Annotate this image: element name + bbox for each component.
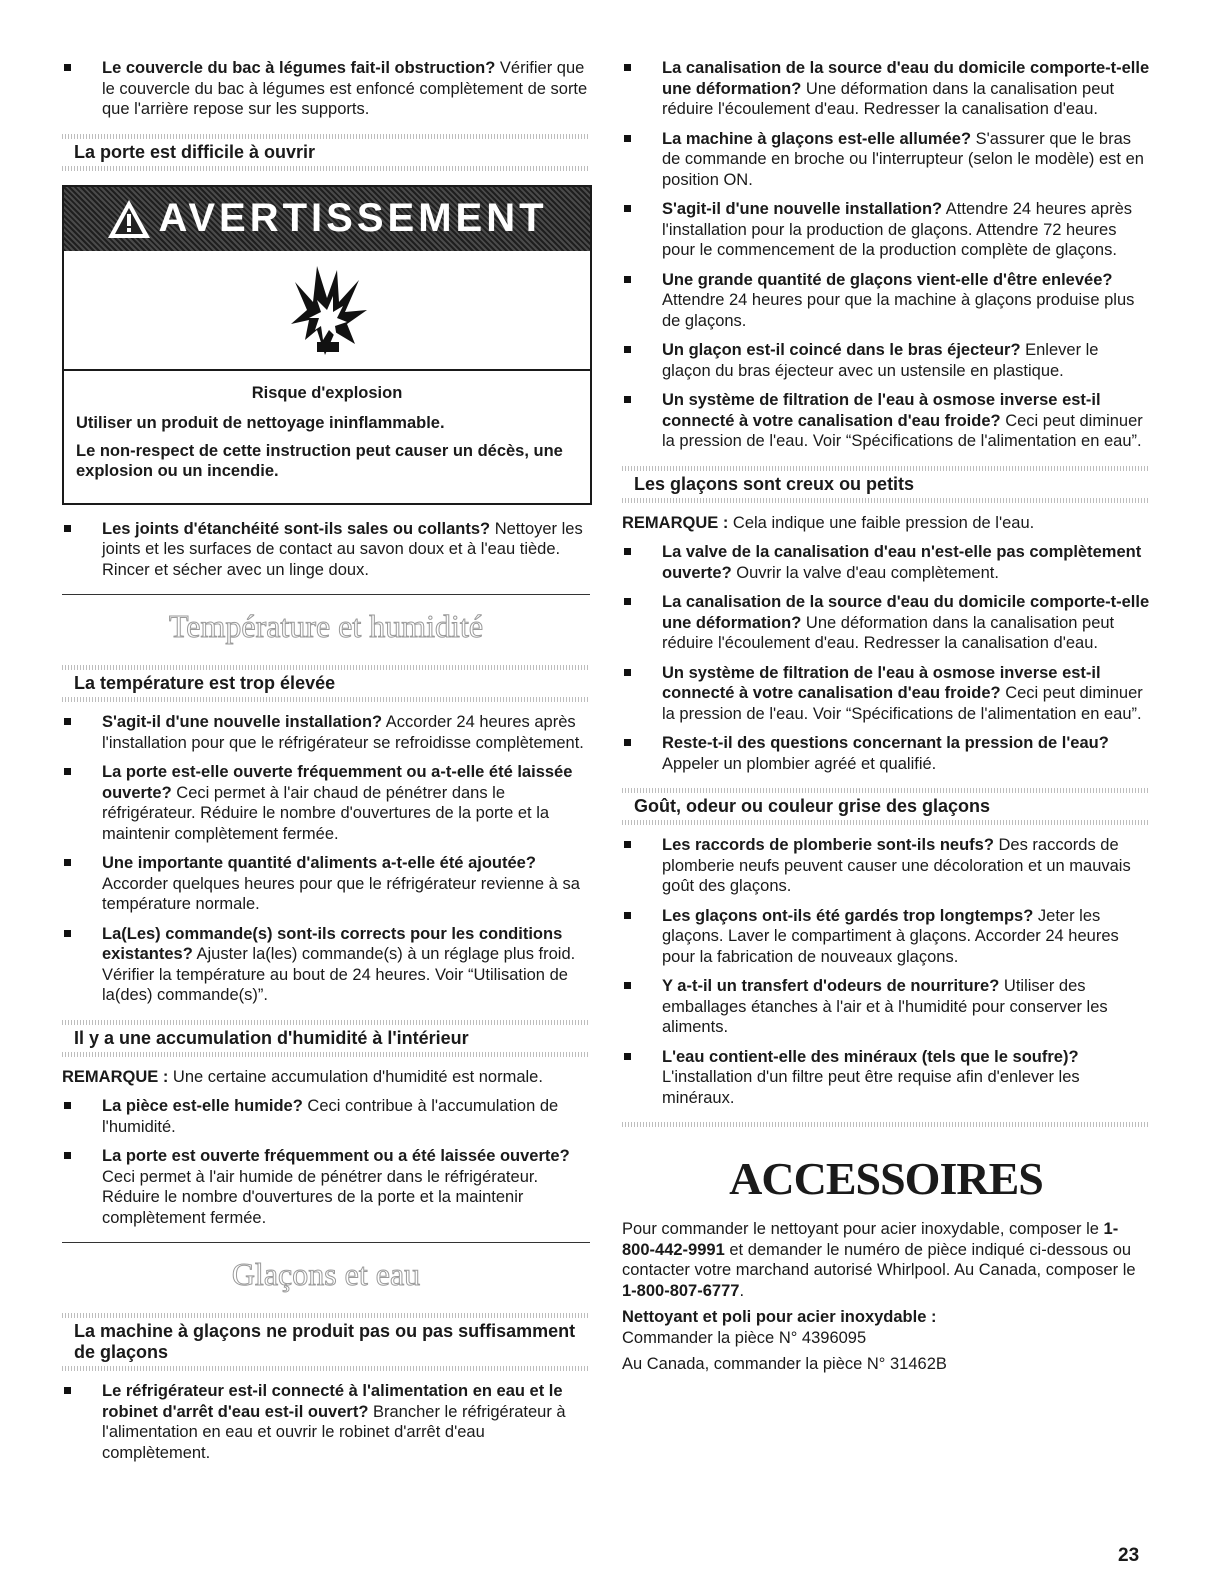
answer-text: Enlever le glaçon du bras éjecteur avec un ustensile en plastique.	[662, 341, 1099, 380]
humidity-note-label: REMARQUE :	[62, 1067, 169, 1086]
question-text: L'eau contient-elle des minéraux (tels que le soufre)?	[662, 1047, 1079, 1066]
explosion-icon-area	[64, 251, 590, 371]
list-item	[622, 976, 1150, 1038]
accessories-title: ACCESSOIRES	[729, 1153, 1043, 1204]
answer-text: Une déformation dans la canalisation peut réduire l'écoulement d'eau. Redresser la canalisation d'eau.	[662, 79, 1115, 118]
warning-banner-text: AVERTISSEMENT	[158, 196, 548, 240]
answer-text: Ceci peut diminuer la pression de l'eau. Voir “Spécifications de l'alimentation en eau”.	[662, 684, 1143, 723]
answer-text: Appeler un plombier agréé et qualifié.	[662, 754, 937, 773]
answer-text: Utiliser des emballages étanches à l'air et à l'humidité pour conserver les aliments.	[662, 977, 1108, 1036]
list-item	[622, 270, 1150, 332]
heading-ice-maker: La machine à glaçons ne produit pas ou pas suffisamment de glaçons	[62, 1313, 590, 1371]
list-item	[622, 906, 1150, 968]
answer-text: Accorder quelques heures pour que le réfrigérateur revienne à sa température normale.	[102, 874, 580, 913]
question-text: Reste-t-il des questions concernant la pression de l'eau?	[662, 734, 1109, 752]
product-name: Nettoyant et poli pour acier inoxydable :	[622, 1308, 937, 1326]
hollow-list	[622, 542, 1150, 774]
question-text: Un système de filtration de l'eau à osmose inverse est-il connecté à votre canalisation d'eau froide?	[662, 663, 1101, 702]
question-text: La porte est-elle ouverte fréquemment ou a-t-elle été laissée ouverte?	[102, 763, 573, 802]
warning-banner	[64, 187, 590, 251]
heading-door-hard-to-open: La porte est difficile à ouvrir	[62, 134, 590, 171]
list-item	[622, 340, 1150, 381]
accessories-intro-2: et demander le numéro de pièce indiqué ci-dessous ou contacter votre marchand autorisé Whirlpool. Au Canada, composer le	[622, 1240, 1136, 1279]
heading-taste-odor: Goût, odeur ou couleur grise des glaçons	[622, 788, 1150, 825]
list-item	[62, 519, 590, 581]
page-number: 23	[1118, 1545, 1140, 1566]
warning-risk: Risque d'explosion	[251, 383, 403, 402]
taste-list	[622, 835, 1150, 1108]
explosion-icon	[277, 260, 377, 360]
list-item	[62, 712, 590, 753]
separator	[622, 1122, 1150, 1127]
answer-text: Nettoyer les joints et les surfaces de contact au savon doux et à l'eau tiède. Rincer et sécher avec un linge doux.	[102, 519, 583, 579]
answer-text: Ajuster la(les) commande(s) à un réglage plus froid. Vérifier la température au bout de 24 heures. Voir “Utilisation de la(des) commande(s)”.	[102, 945, 576, 1004]
section-title-ice: Glaçons et eau	[62, 1242, 590, 1299]
answer-text: Accorder 24 heures après l'installation pour que le réfrigérateur se refroidisse complètement.	[102, 713, 584, 752]
question-text: Un glaçon est-il coincé dans le bras éjecteur?	[662, 341, 1021, 359]
humidity-list	[62, 1096, 590, 1228]
question-text: La canalisation de la source d'eau du domicile comporte-t-elle une déformation?	[662, 593, 1150, 632]
section-title-temperature: Température et humidité	[62, 594, 590, 651]
list-item	[622, 835, 1150, 897]
answer-text: Attendre 24 heures après l'installation pour la production de glaçons. Attendre 72 heures pour le commencement de la production complète de glaçons.	[662, 200, 1133, 259]
hollow-note-label: REMARQUE :	[622, 513, 729, 532]
list-item	[622, 542, 1150, 583]
left-column	[62, 58, 590, 1472]
ice-list-continued	[622, 58, 1150, 452]
answer-text: Ceci permet à l'air chaud de pénétrer dans le réfrigérateur. Réduire le nombre d'ouvertures de la porte et la maintenir complètement fermée.	[102, 783, 550, 843]
accessories-intro-3: .	[739, 1281, 745, 1300]
question-text: Le couvercle du bac à légumes fait-il obstruction?	[102, 59, 496, 77]
humidity-note-text: Une certaine accumulation d'humidité est normale.	[168, 1067, 543, 1086]
question-text: Le réfrigérateur est-il connecté à l'alimentation en eau et le robinet d'arrêt d'eau est-il ouvert?	[102, 1382, 563, 1421]
answer-text: Vérifier que le couvercle du bac à légumes est enfoncé complètement de sorte que l'arrière repose sur les supports.	[102, 59, 588, 118]
list-item	[622, 58, 1150, 120]
answer-text: Attendre 24 heures pour que la machine à glaçons produise plus de glaçons.	[662, 291, 1135, 330]
phone-canada: 1-800-807-6777	[622, 1281, 740, 1300]
list-item	[622, 129, 1150, 191]
ice-list	[62, 1381, 590, 1463]
answer-text: Ceci permet à l'air humide de pénétrer dans le réfrigérateur. Réduire le nombre d'ouvertures de la porte et la maintenir complètement fermée.	[102, 1167, 539, 1227]
question-text: Les joints d'étanchéité sont-ils sales ou collants?	[102, 519, 491, 538]
warning-box	[62, 185, 592, 505]
question-text: La(Les) commande(s) sont-ils corrects pour les conditions existantes?	[102, 924, 563, 963]
temp-list	[62, 712, 590, 1006]
list-item	[622, 199, 1150, 261]
question-text: Les glaçons ont-ils été gardés trop longtemps?	[662, 906, 1034, 925]
list-item	[62, 762, 590, 844]
question-text: La machine à glaçons est-elle allumée?	[662, 129, 972, 148]
part-number-canada: Au Canada, commander la pièce N° 31462B	[622, 1355, 947, 1373]
question-text: La valve de la canalisation d'eau n'est-elle pas complètement ouverte?	[662, 543, 1142, 582]
warning-triangle-icon	[106, 198, 152, 240]
list-item	[62, 1381, 590, 1463]
answer-text: Jeter les glaçons. Laver le compartiment à glaçons. Accorder 24 heures pour la fabrication de nouveaux glaçons.	[662, 906, 1119, 966]
heading-humidity: Il y a une accumulation d'humidité à l'intérieur	[62, 1020, 590, 1057]
list-item	[622, 390, 1150, 452]
humidity-note	[62, 1067, 590, 1088]
question-text: S'agit-il d'une nouvelle installation?	[662, 200, 943, 218]
question-text: Les raccords de plomberie sont-ils neufs?	[662, 836, 994, 854]
accessories-intro-1: Pour commander le nettoyant pour acier inoxydable, composer le	[622, 1220, 1104, 1238]
list-item	[62, 58, 590, 120]
heading-hollow-ice: Les glaçons sont creux ou petits	[622, 466, 1150, 503]
list-item	[622, 592, 1150, 654]
question-text: La porte est ouverte fréquemment ou a été laissée ouverte?	[102, 1147, 570, 1165]
list-item	[622, 1047, 1150, 1109]
list-item	[62, 1146, 590, 1228]
answer-text: Ceci contribue à l'accumulation de l'humidité.	[102, 1097, 559, 1136]
answer-text: Ouvrir la valve d'eau complètement.	[731, 563, 999, 582]
heading-temp-too-high: La température est trop élevée	[62, 665, 590, 702]
list-item	[622, 733, 1150, 774]
list-item	[62, 853, 590, 915]
question-text: La pièce est-elle humide?	[102, 1097, 303, 1115]
answer-text: Ceci peut diminuer la pression de l'eau. Voir “Spécifications de l'alimentation en eau”.	[662, 411, 1143, 450]
question-text: S'agit-il d'une nouvelle installation?	[102, 713, 383, 731]
question-text: Une importante quantité d'aliments a-t-elle été ajoutée?	[102, 854, 536, 872]
part-number-us: Commander la pièce N° 4396095	[622, 1328, 867, 1347]
question-text: Une grande quantité de glaçons vient-elle d'être enlevée?	[662, 270, 1113, 289]
warning-text	[64, 371, 590, 503]
answer-text: Une déformation dans la canalisation peut réduire l'écoulement d'eau. Redresser la canalisation d'eau.	[662, 613, 1115, 652]
answer-text: L'installation d'un filtre peut être requise afin d'enlever les minéraux.	[662, 1068, 1080, 1107]
hollow-note-text: Cela indique une faible pression de l'eau.	[728, 513, 1035, 532]
door-list	[62, 519, 590, 581]
phone-us: 1-800-442-9991	[622, 1220, 1119, 1259]
answer-text: S'assurer que le bras de commande en broche ou l'interrupteur (selon le modèle) est en position ON.	[662, 129, 1144, 189]
hollow-note	[622, 513, 1150, 534]
accessories-intro	[622, 1219, 1150, 1301]
question-text: Y a-t-il un transfert d'odeurs de nourriture?	[662, 977, 1000, 995]
right-column	[622, 58, 1150, 1381]
list-item	[62, 1096, 590, 1137]
answer-text: Des raccords de plomberie neufs peuvent causer une décoloration et un mauvais goût des glaçons.	[662, 836, 1131, 895]
warning-line-2: Le non-respect de cette instruction peut causer un décès, une explosion ou un incendie.	[76, 441, 563, 480]
warning-line-1: Utiliser un produit de nettoyage ininflammable.	[76, 413, 445, 432]
question-text: La canalisation de la source d'eau du domicile comporte-t-elle une déformation?	[662, 59, 1150, 98]
list-item	[62, 924, 590, 1006]
answer-text: Brancher le réfrigérateur à l'alimentation en eau et ouvrir le robinet d'arrêt d'eau complètement.	[102, 1402, 566, 1462]
question-text: Un système de filtration de l'eau à osmose inverse est-il connecté à votre canalisation d'eau froide?	[662, 391, 1101, 430]
list-item	[622, 663, 1150, 725]
intro-list	[62, 58, 590, 120]
